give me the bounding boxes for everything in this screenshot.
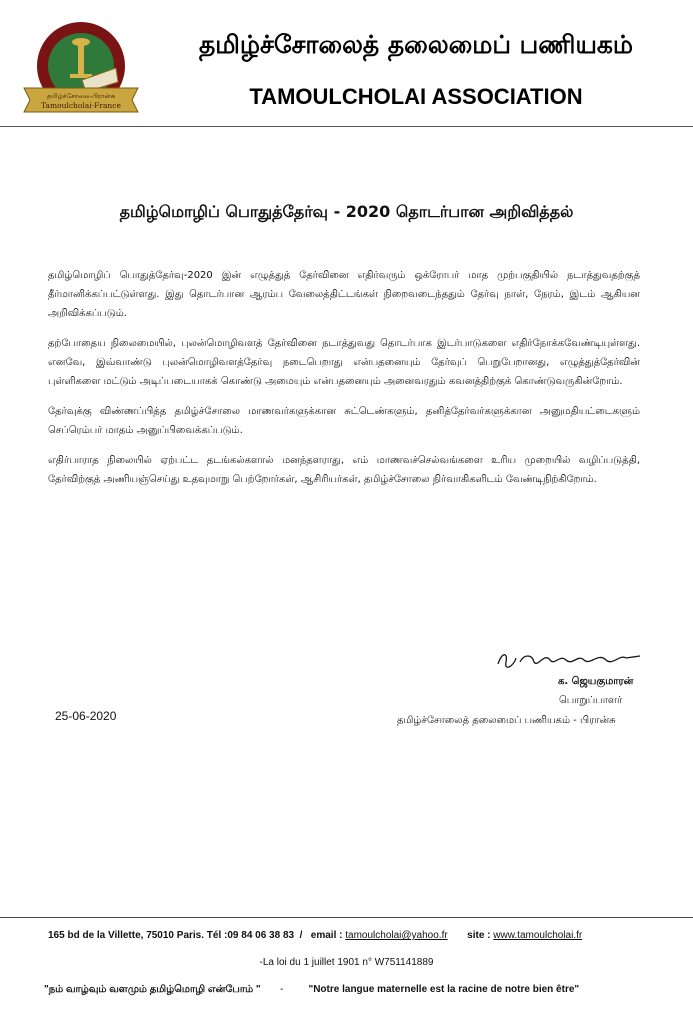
signatory-name: க. ஜெயகுமாரன் bbox=[558, 676, 634, 687]
paragraph: தேர்வுக்கு விண்ணப்பித்த தமிழ்ச்சோலை மாணவர்களுக்கான சுட்டெண்களும், தனித்தேர்வர்களுக்கான அனுமதியட்டைகளும் செப்ரெம்பர் மாதம் அனுப்பிவைக்கப்படும். bbox=[48, 406, 640, 436]
header-divider bbox=[0, 126, 693, 127]
paragraph: எதிர்பாராத நிலையில் ஏற்பட்ட தடங்கல்களால் மனந்தளராது, எம் மாணவச்செல்வங்களை உரிய முறையில் வழிப்படுத்தி, தேர்விற்குத் அணியஞ்செய்து உதவுமாறு பெற்றோர்கள், ஆசிரியர்கள், தமிழ்ச்சோலை நிர்வாகிகளிடம் வேண்டிநிற்கிறோம். bbox=[48, 455, 640, 485]
signatory-organization: தமிழ்ச்சோலைத் தலைமைப் பணியகம் - பிரான்சு bbox=[397, 715, 616, 726]
letterhead bbox=[0, 0, 693, 128]
logo-text-latin: Tamoulcholai-France bbox=[41, 101, 121, 110]
association-name-tamil: தமிழ்ச்சோலைத் தலைமைப் பணியகம் bbox=[198, 30, 633, 59]
footer-divider bbox=[0, 917, 693, 918]
motto-french: "Notre langue maternelle est la racine de notre bien être" bbox=[308, 984, 580, 995]
footer-motto bbox=[44, 984, 654, 996]
association-name-latin: TAMOULCHOLAI ASSOCIATION bbox=[249, 84, 583, 109]
motto-tamil: "நம் வாழ்வும் வளமும் தமிழ்மொழி என்போம் " bbox=[44, 984, 261, 995]
email-label: email : bbox=[310, 930, 346, 941]
email-link[interactable]: tamoulcholai@yahoo.fr bbox=[345, 930, 448, 941]
footer-registration: -La loi du 1 juillet 1901 n° W751141889 bbox=[259, 957, 434, 968]
site-label: site : bbox=[467, 930, 494, 941]
signatory-role: பொறுப்பாளர் bbox=[559, 695, 623, 706]
footer-contact: 165 bd de la Villette, 75010 Paris. Tél :09 84 06 38 83 / email : tamoulcholai@yahoo.fr site : www.tamoulcholai.fr bbox=[48, 930, 583, 941]
association-logo bbox=[20, 18, 142, 118]
paragraph: தற்போதைய நிலைமையில், புலன்மொழிவளத் தேர்வினை நடாத்துவது தொடர்பாக இடர்பாடுகளை எதிர்நோக்கவேண்டியுள்ளது. எனவே, இவ்வாண்டு புலன்மொழிவளத்தேர்வு நடைபெறாது என்பதனையும் தேர்வுப் பெறுபேறானது, எழுத்துத்தேர்வின் புள்ளிகளை மட்டும் அடிப்படையாகக் கொண்டு அமையும் என்பதனையும் அனைவரதும் கவனத்திற்குக் கொண்டுவருகின்றோம். bbox=[48, 338, 640, 387]
paragraph: தமிழ்மொழிப் பொதுத்தேர்வு-2020 இன் எழுத்துத் தேர்வினை எதிர்வரும் ஒக்ரோபர் மாத முற்பகுதியில் நடாத்துவதற்குத் தீர்மானிக்கப்பட்டுள்ளது. இது தொடர்பான ஆரம்ப வேலைத்திட்டங்கள் நிறைவடைந்ததும் தேர்வு நாள், நேரம், இடம் ஆகியன அறிவிக்கப்படும். bbox=[48, 270, 640, 319]
website-link[interactable]: www.tamoulcholai.fr bbox=[493, 930, 583, 941]
document-date: 25-06-2020 bbox=[55, 709, 117, 723]
footer-address: 165 bd de la Villette, 75010 Paris. Tél :09 84 06 38 83 bbox=[48, 930, 295, 941]
logo-text-tamil: தமிழ்ச்சோலை-பிரான்சு bbox=[46, 92, 116, 100]
document-body bbox=[48, 266, 640, 500]
document-title: தமிழ்மொழிப் பொதுத்தேர்வு - 2020 தொடர்பான அறிவித்தல் bbox=[119, 202, 574, 221]
handwritten-signature bbox=[494, 646, 644, 672]
motto-separator: - bbox=[280, 984, 284, 995]
